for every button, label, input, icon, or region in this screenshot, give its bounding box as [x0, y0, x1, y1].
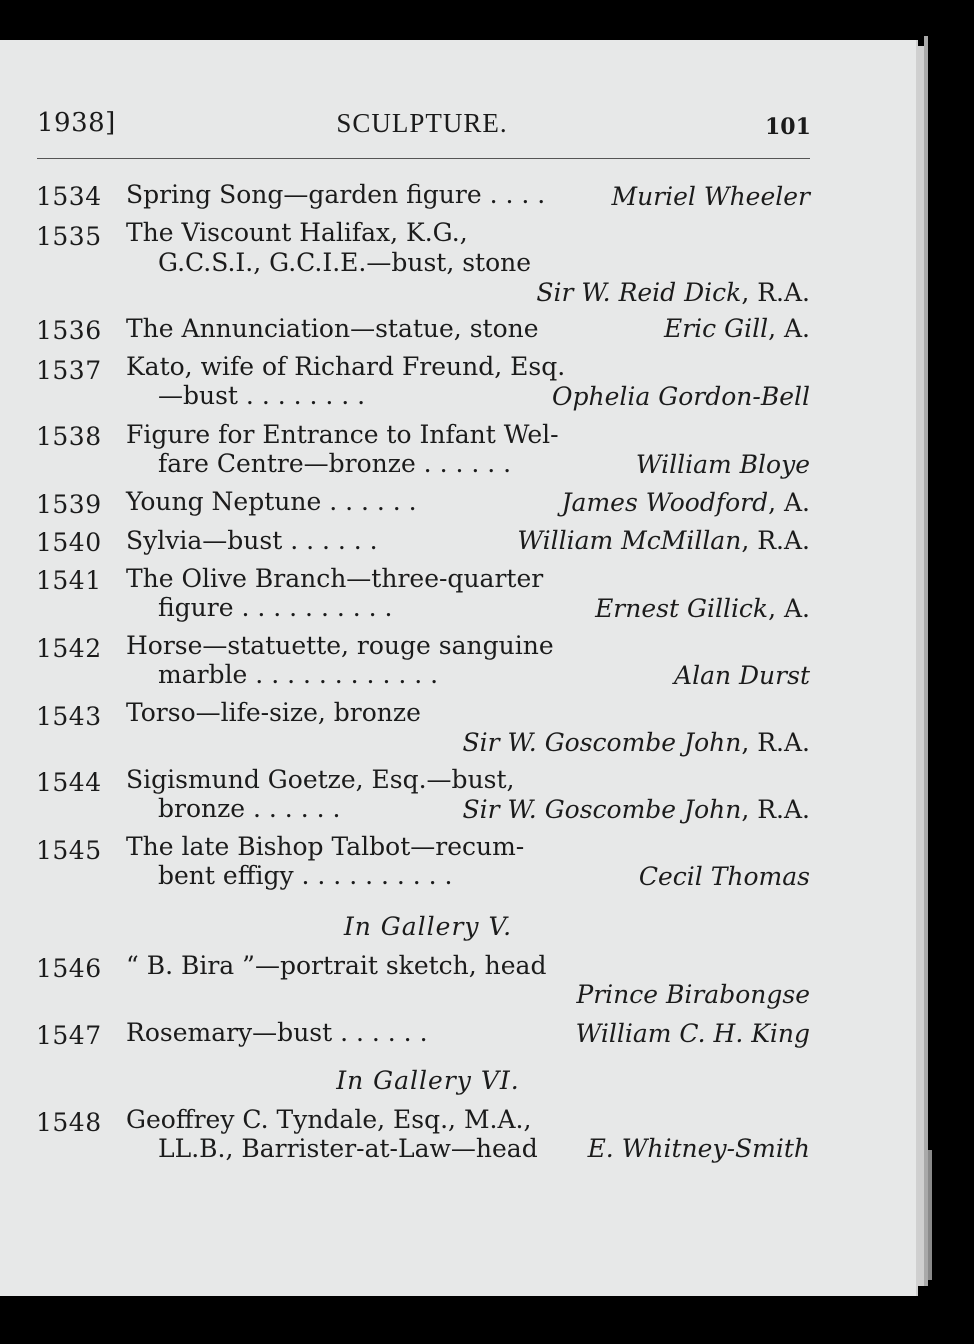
artist-name: William McMillan, R.A. [517, 526, 810, 555]
artist-name: Sir W. Goscombe John, R.A. [462, 728, 810, 757]
entry-title: Sylvia—bust . . . . . . [126, 526, 378, 555]
gallery-heading: In Gallery VI. [336, 1066, 520, 1095]
artist-name: William Bloye [635, 450, 810, 479]
entry-title: Spring Song—garden figure . . . . [126, 180, 546, 209]
entry-title: The late Bishop Talbot—recum- [126, 832, 525, 861]
catalogue-number: 1535 [36, 222, 102, 251]
catalogue-number: 1544 [36, 768, 102, 797]
artist-name: William C. H. King [575, 1019, 810, 1048]
artist-name: E. Whitney-Smith [587, 1134, 810, 1163]
artist-name: James Woodford, A. [561, 488, 810, 517]
entry-title-cont: —bust . . . . . . . . [158, 381, 366, 410]
entry-title-cont: LL.B., Barrister-at-Law—head [158, 1134, 538, 1163]
entry-title: The Annunciation—statue, stone [126, 314, 539, 343]
catalogue-number: 1538 [36, 422, 102, 451]
entry-title: The Olive Branch—three-quarter [126, 564, 544, 593]
artist-name: Sir W. Goscombe John, R.A. [462, 795, 810, 824]
header-rule [37, 158, 810, 159]
artist-name: Eric Gill, A. [663, 314, 810, 343]
entry-title-cont: bent effigy . . . . . . . . . . [158, 861, 453, 890]
entry-title: Geoffrey C. Tyndale, Esq., M.A., [126, 1105, 532, 1134]
gallery-heading: In Gallery V. [343, 912, 513, 941]
catalogue-number: 1546 [36, 954, 102, 983]
page-number: 101 [765, 114, 811, 140]
running-head-title: SCULPTURE. [336, 108, 508, 138]
artist-name: Ophelia Gordon-Bell [552, 382, 810, 411]
artist-name: Sir W. Reid Dick, R.A. [536, 278, 810, 307]
catalogue-number: 1537 [36, 356, 102, 385]
running-head-year: 1938] [37, 108, 116, 138]
catalogue-number: 1548 [36, 1108, 102, 1137]
entry-title: Young Neptune . . . . . . [126, 487, 417, 516]
catalogue-number: 1547 [36, 1021, 102, 1050]
entry-title-cont: marble . . . . . . . . . . . . [158, 660, 439, 689]
entry-title-cont: G.C.S.I., G.C.I.E.—bust, stone [158, 248, 532, 277]
entry-title-cont: fare Centre—bronze . . . . . . [158, 449, 512, 478]
catalogue-number: 1542 [36, 634, 102, 663]
catalogue-number: 1534 [36, 182, 102, 211]
entry-title: The Viscount Halifax, K.G., [126, 218, 468, 247]
entry-title: Horse—statuette, rouge sanguine [126, 631, 554, 660]
artist-name: Muriel Wheeler [611, 182, 810, 211]
artist-name: Cecil Thomas [638, 862, 810, 891]
catalogue-number: 1536 [36, 316, 102, 345]
artist-name: Alan Durst [674, 661, 810, 690]
entry-title: Sigismund Goetze, Esq.—bust, [126, 765, 515, 794]
page-edge-stack [924, 36, 928, 1286]
artist-name: Prince Birabongse [576, 980, 810, 1009]
catalogue-number: 1539 [36, 490, 102, 519]
entry-title: “ B. Bira ”—portrait sketch, head [126, 951, 547, 980]
entry-title: Torso—life-size, bronze [126, 698, 421, 727]
entry-title: Rosemary—bust . . . . . . [126, 1018, 428, 1047]
entry-title-cont: figure . . . . . . . . . . [158, 593, 393, 622]
page-edge-lower [928, 1150, 932, 1280]
catalogue-number: 1543 [36, 702, 102, 731]
artist-name: Ernest Gillick, A. [595, 594, 810, 623]
entry-title: Kato, wife of Richard Freund, Esq. [126, 352, 566, 381]
entry-title-cont: bronze . . . . . . [158, 794, 341, 823]
catalogue-number: 1540 [36, 528, 102, 557]
catalogue-number: 1545 [36, 836, 102, 865]
catalogue-number: 1541 [36, 566, 102, 595]
entry-title: Figure for Entrance to Infant Wel- [126, 420, 559, 449]
